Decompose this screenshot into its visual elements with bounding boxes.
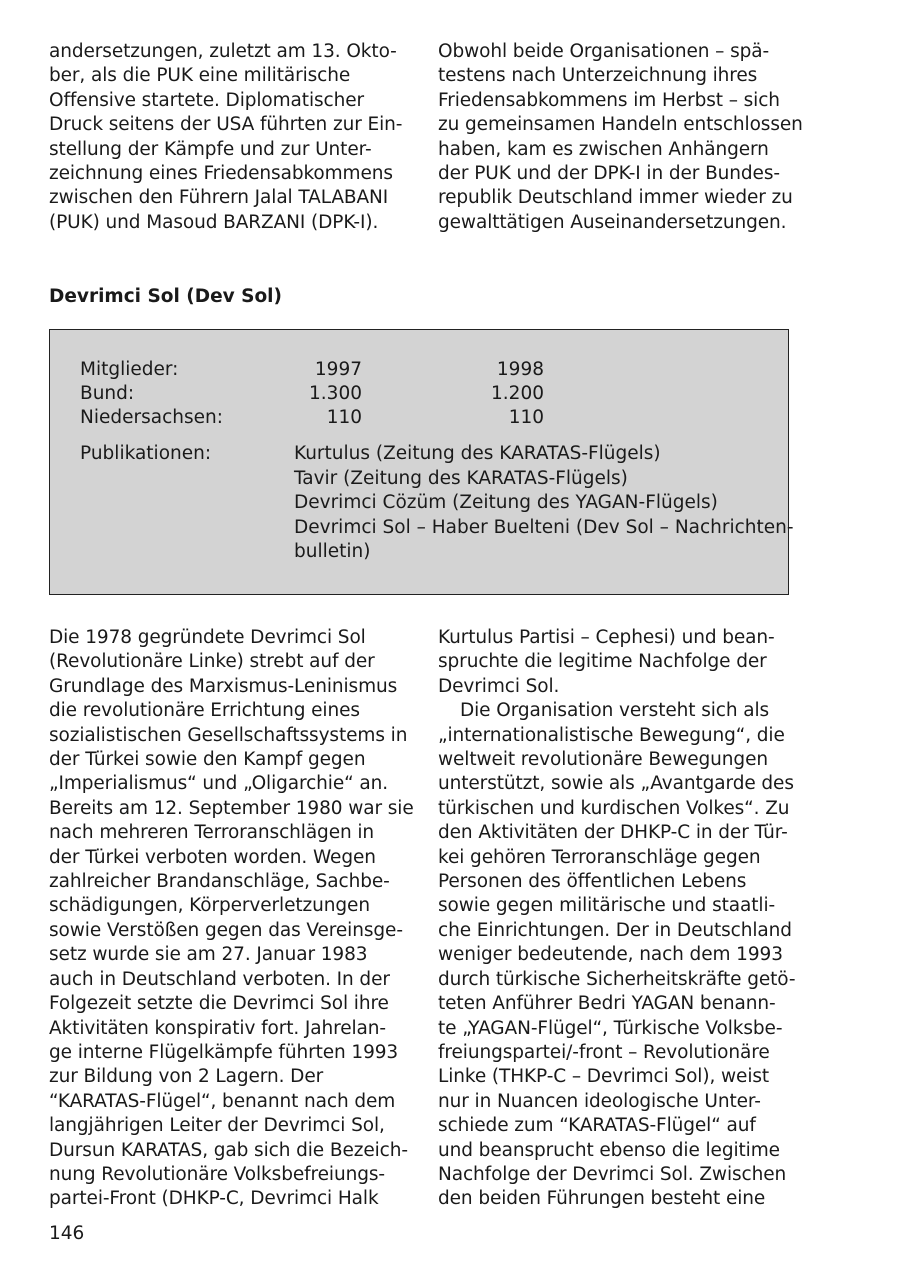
text-line: Die 1978 gegründete Devrimci Sol: [49, 627, 366, 648]
text-line: teten Anführer Bedri YAGAN benann-: [438, 993, 776, 1015]
text-line: “KARATAS-Flügel“, benannt nach dem: [49, 1090, 396, 1112]
text-line: Linke (THKP-C – Devrimci Sol), weist: [438, 1066, 770, 1088]
text-line: ber, als die PUK eine militärische: [49, 65, 351, 87]
text-line: stellung der Kämpfe und zur Unter-: [49, 138, 372, 160]
top-left-column: [49, 40, 409, 235]
year-1998: 1998: [496, 359, 544, 380]
text-line: freiungspartei/-front – Revolutionäre: [438, 1041, 770, 1063]
text-line: zeichnung eines Friedensabkommens: [49, 163, 393, 185]
text-line: sozialistischen Gesellschaftssystems in: [49, 724, 408, 746]
text-line: der Türkei sowie den Kampf gegen: [49, 749, 366, 771]
info-box: [49, 329, 794, 595]
publication-item: Devrimci Sol – Haber Buelteni (Dev Sol – Nachrichten-: [294, 516, 794, 538]
text-line: durch türkische Sicherheitskräfte getö-: [438, 968, 796, 990]
publication-item: Tavir (Zeitung des KARATAS-Flügels): [294, 467, 628, 489]
text-line: der Türkei verboten worden. Wegen: [49, 846, 376, 868]
text-line: te „YAGAN-Flügel“, Türkische Volksbe-: [438, 1017, 783, 1039]
text-line: Grundlage des Marxismus-Leninismus: [49, 675, 398, 697]
publications-label: Publikationen:: [80, 443, 212, 464]
text-line: partei-Front (DHKP-C, Devrimci Halk: [49, 1188, 379, 1210]
text-line: Dursun KARATAS, gab sich die Bezeich-: [49, 1139, 408, 1161]
text-line: türkischen und kurdischen Volkes“. Zu: [438, 797, 790, 819]
text-line: Offensive startete. Diplomatischer: [49, 89, 365, 111]
text-line: Die Organisation versteht sich als: [460, 700, 770, 722]
text-line: weniger bedeutende, nach dem 1993: [438, 944, 783, 966]
text-line: nur in Nuancen ideologische Unter-: [438, 1090, 761, 1112]
section-heading: Devrimci Sol (Dev Sol): [49, 286, 282, 307]
text-line: Aktivitäten konspirativ fort. Jahrelan-: [49, 1017, 386, 1039]
text-line: der PUK und der DPK-I in der Bundes-: [438, 163, 780, 185]
text-line: zu gemeinsamen Handeln entschlossen: [438, 114, 803, 136]
text-line: testens nach Unterzeichnung ihres: [438, 65, 758, 87]
text-line: zwischen den Führern Jalal TALABANI: [49, 187, 389, 209]
text-line: den beiden Führungen besteht eine: [438, 1188, 766, 1210]
year-1997: 1997: [314, 359, 362, 380]
text-line: ge interne Flügelkämpfe führten 1993: [49, 1041, 399, 1063]
text-line: langjährigen Leiter der Devrimci Sol,: [49, 1115, 385, 1137]
niedersachsen-label: Niedersachsen:: [80, 407, 223, 428]
publication-item: bulletin): [294, 541, 371, 562]
publication-item: Devrimci Cözüm (Zeitung des YAGAN-Flügels): [294, 492, 718, 513]
top-right-column: [438, 40, 803, 235]
text-line: nung Revolutionäre Volksbefreiungs-: [49, 1163, 385, 1185]
bund-1998: 1.200: [491, 383, 544, 404]
text-line: spruchte die legitime Nachfolge der: [438, 651, 767, 673]
text-line: Friedensabkommens im Herbst – sich: [438, 89, 780, 111]
text-line: Druck seitens der USA führten zur Ein-: [49, 114, 403, 136]
text-line: die revolutionäre Errichtung eines: [49, 700, 360, 722]
text-line: unterstützt, sowie als „Avantgarde des: [438, 773, 794, 795]
bottom-right-column: [438, 626, 798, 1212]
text-line: zur Bildung von 2 Lagern. Der: [49, 1066, 324, 1088]
text-line: weltweit revolutionäre Bewegungen: [438, 749, 768, 771]
text-line: „Imperialismus“ und „Oligarchie“ an.: [49, 773, 389, 795]
text-line: auch in Deutschland verboten. In der: [49, 968, 390, 990]
text-line: haben, kam es zwischen Anhängern: [438, 138, 769, 160]
text-line: republik Deutschland immer wieder zu: [438, 187, 793, 209]
text-line: (PUK) und Masoud BARZANI (DPK-I).: [49, 211, 379, 233]
niedersachsen-1997: 110: [326, 407, 362, 428]
text-line: kei gehören Terroranschläge gegen: [438, 846, 761, 868]
text-line: „internationalistische Bewegung“, die: [438, 724, 785, 746]
text-line: und beansprucht ebenso die legitime: [438, 1139, 780, 1161]
text-line: Folgezeit setzte die Devrimci Sol ihre: [49, 993, 389, 1015]
text-line: setz wurde sie am 27. Januar 1983: [49, 944, 368, 966]
text-line: andersetzungen, zuletzt am 13. Okto-: [49, 41, 397, 62]
text-line: gewalttätigen Auseinandersetzungen.: [438, 211, 787, 233]
text-line: schiede zum “KARATAS-Flügel“ auf: [438, 1115, 756, 1137]
members-label: Mitglieder:: [80, 359, 179, 380]
text-line: nach mehreren Terroranschlägen in: [49, 822, 375, 844]
niedersachsen-1998: 110: [508, 407, 544, 428]
bottom-left-column: [49, 626, 414, 1212]
text-line: Devrimci Sol.: [438, 675, 560, 697]
publications-list: [294, 442, 794, 565]
page-number: 146: [49, 1223, 85, 1244]
text-line: sowie Verstößen gegen das Vereinsge-: [49, 919, 403, 941]
publication-item: Kurtulus (Zeitung des KARATAS-Flügels): [294, 443, 661, 464]
text-line: Bereits am 12. September 1980 war sie: [49, 797, 414, 819]
text-line: Kurtulus Partisi – Cephesi) und bean-: [438, 627, 775, 648]
text-line: sowie gegen militärische und staatli-: [438, 895, 776, 917]
text-line: den Aktivitäten der DHKP-C in der Tür-: [438, 822, 788, 844]
text-line: (Revolutionäre Linke) strebt auf der: [49, 651, 375, 673]
bund-1997: 1.300: [309, 383, 362, 404]
text-line: Personen des öffentlichen Lebens: [438, 871, 747, 893]
bund-label: Bund:: [80, 383, 135, 404]
text-line: Obwohl beide Organisationen – spä-: [438, 41, 770, 62]
text-line: zahlreicher Brandanschläge, Sachbe-: [49, 871, 390, 893]
text-line: Nachfolge der Devrimci Sol. Zwischen: [438, 1163, 787, 1185]
text-line: che Einrichtungen. Der in Deutschland: [438, 919, 792, 941]
text-line: schädigungen, Körperverletzungen: [49, 895, 370, 917]
